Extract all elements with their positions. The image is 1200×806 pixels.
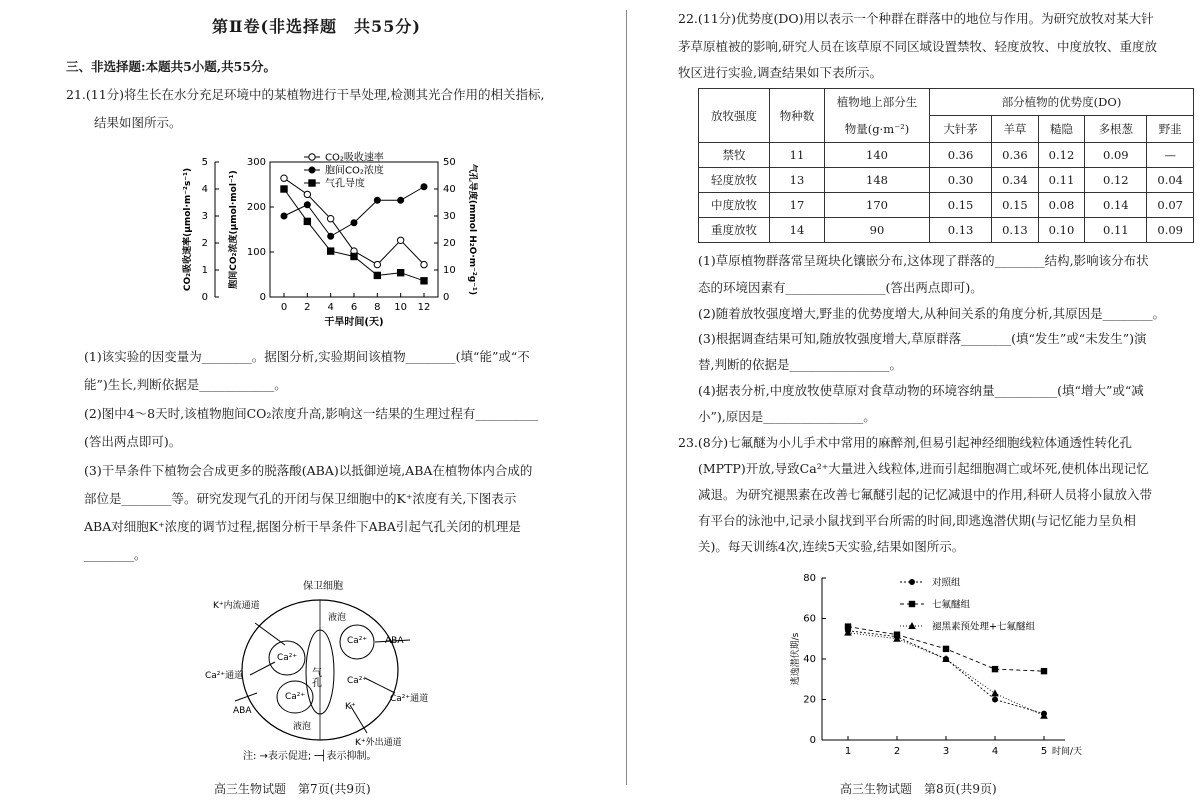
label-vacuole-top: 液泡 xyxy=(328,613,347,623)
th-biomass-2: 物量(g·m⁻²) xyxy=(825,116,930,143)
x-tick-label: 8 xyxy=(374,302,381,313)
data-point xyxy=(327,216,333,222)
label-k-in: K⁺内流通道 xyxy=(213,601,260,611)
left-tick-label: 4 xyxy=(201,184,208,195)
legend-label: CO₂吸收速率 xyxy=(325,152,384,164)
cell: 148 xyxy=(825,168,930,193)
data-point xyxy=(351,220,357,226)
mid-tick-label: 200 xyxy=(246,202,266,213)
cell: 禁牧 xyxy=(699,143,770,168)
q23-line3: 减退。为研究褪黑素在改善七氟醚引起的记忆减退中的作用,科研人员将小鼠放入带 xyxy=(698,487,1152,502)
x-axis-label: 时间/天 xyxy=(1052,747,1083,757)
data-point xyxy=(421,261,427,267)
data-point xyxy=(281,186,287,192)
data-point xyxy=(304,191,310,197)
x-tick-label: 2 xyxy=(893,746,901,757)
label-aba-left: ABA xyxy=(233,706,252,716)
data-point xyxy=(281,175,287,181)
cell: 0.11 xyxy=(1085,218,1147,243)
cell: 0.10 xyxy=(1038,218,1085,243)
label-ca-1: Ca²⁺ xyxy=(277,653,298,663)
y-tick-label: 20 xyxy=(803,694,816,706)
data-point xyxy=(992,697,998,703)
y-axis-label: 逃逸潜伏期/s xyxy=(791,632,801,686)
q21-line2: 结果如图所示。 xyxy=(94,115,182,130)
y-axis-label-mid: 胞间CO₂浓度(μmol·mol⁻¹) xyxy=(229,170,239,289)
data-point xyxy=(398,197,404,203)
cell: 0.15 xyxy=(992,193,1039,218)
footer-left: 高三生物试题 第7页(共9页) xyxy=(214,782,371,796)
label-ca-3: Ca²⁺ xyxy=(285,692,306,702)
label-ca-channel-left: Ca²⁺通道 xyxy=(205,671,244,681)
q23-line4: 有平台的泳池中,记录小鼠找到平台所需的时间,即逃逸潜伏期(与记忆能力呈负相 xyxy=(698,513,1136,528)
x-tick-label: 10 xyxy=(394,302,408,313)
q22-p3a: (3)根据调查结果可知,随放牧强度增大,草原群落________(填“发生”或“未发生”)演 xyxy=(698,331,1147,346)
cell: 0.07 xyxy=(1147,193,1194,218)
label-aba-right: ABA xyxy=(385,636,404,646)
q22-p3b: 替,判断的依据是________________。 xyxy=(698,357,902,372)
right-tick-label: 40 xyxy=(443,184,456,195)
cell: 0.13 xyxy=(930,218,992,243)
cell: 90 xyxy=(825,218,930,243)
table-row xyxy=(699,193,1194,218)
label-k-out: K⁺外出通道 xyxy=(355,738,402,748)
legend-label: 胞间CO₂浓度 xyxy=(325,165,384,177)
chart-drought xyxy=(180,145,480,340)
diagram-title: 保卫细胞 xyxy=(303,581,343,592)
th-biomass-1: 植物地上部分生 xyxy=(825,89,930,116)
x-axis-label: 干旱时间(天) xyxy=(324,317,384,328)
q22-line2: 茅草原植被的影响,研究人员在该草原不同区域设置禁牧、轻度放牧、中度放牧、重度放 xyxy=(678,39,1157,54)
label-k-plus: K⁺ xyxy=(345,702,356,712)
q22-line3: 牧区进行实验,调查结果如下表所示。 xyxy=(678,65,882,80)
q22-p1a: (1)草原植物群落常呈斑块化镶嵌分布,这体现了群落的________结构,影响该分布状 xyxy=(698,253,1149,268)
left-tick-label: 1 xyxy=(201,265,208,276)
y-tick-label: 0 xyxy=(809,735,816,746)
y-tick-label: 60 xyxy=(803,613,816,625)
x-tick-label: 4 xyxy=(327,302,334,313)
cell: 14 xyxy=(770,218,825,243)
cell: 0.09 xyxy=(1085,143,1147,168)
x-tick-label: 1 xyxy=(844,746,852,757)
x-tick-label: 3 xyxy=(942,746,950,757)
y-axis-label-right: 气孔导度(mmol H₂O·m⁻²g⁻¹) xyxy=(467,163,477,296)
data-point xyxy=(374,261,380,267)
data-point xyxy=(374,272,380,278)
q21-p3c: ABA对细胞K⁺浓度的调节过程,据图分析干旱条件下ABA引起气孔关闭的机理是 xyxy=(84,519,521,534)
right-tick-label: 10 xyxy=(443,265,456,276)
legend-marker xyxy=(309,180,315,186)
legend-label: 气孔导度 xyxy=(325,178,365,190)
x-tick-label: 2 xyxy=(304,302,311,313)
label-ca-channel-right: Ca²⁺通道 xyxy=(390,694,429,704)
q21-p2b: (答出两点即可)。 xyxy=(84,434,182,449)
legend-marker xyxy=(309,154,315,160)
q23-line5: 关)。每天训练4次,连续5天实验,结果如图所示。 xyxy=(698,539,965,554)
label-pore: 气孔 xyxy=(309,667,321,687)
data-point xyxy=(281,213,287,219)
y-tick-label: 80 xyxy=(803,573,816,584)
q22-p2: (2)随着放牧强度增大,野韭的优势度增大,从种间关系的角度分析,其原因是________。 xyxy=(698,306,1166,321)
cell: 0.34 xyxy=(992,168,1039,193)
q22-line1: 22.(11分)优势度(DO)用以表示一个种群在群落中的地位与作用。为研究放牧对某大针 xyxy=(678,11,1154,26)
left-tick-label: 0 xyxy=(201,292,208,303)
x-tick-label: 12 xyxy=(417,302,431,313)
data-point xyxy=(421,278,427,284)
th-plant-4: 多根葱 xyxy=(1085,116,1147,143)
legend-label: 七氟醚组 xyxy=(932,599,971,611)
right-tick-label: 20 xyxy=(443,238,456,249)
label-ca-4: Ca²⁺ xyxy=(347,676,368,686)
data-point xyxy=(304,218,310,224)
th-do: 部分植物的优势度(DO) xyxy=(930,89,1194,116)
table-row xyxy=(699,218,1194,243)
th-species: 物种数 xyxy=(770,89,825,143)
section-title: 第Ⅱ卷(非选择题 共55分) xyxy=(212,17,421,36)
data-point xyxy=(397,237,403,243)
series-line-3 xyxy=(848,633,1044,716)
data-point xyxy=(397,270,403,276)
right-tick-label: 0 xyxy=(443,292,450,303)
right-tick-label: 30 xyxy=(443,211,456,222)
cell: 重度放牧 xyxy=(699,218,770,243)
cell: 170 xyxy=(825,193,930,218)
x-tick-label: 5 xyxy=(1040,746,1048,757)
q21-p3a: (3)干旱条件下植物会合成更多的脱落酸(ABA)以抵御逆境,ABA在植物体内合成的 xyxy=(84,463,533,478)
q22-p4b: 小”),原因是________________。 xyxy=(698,409,876,424)
table-row xyxy=(699,168,1194,193)
data-point xyxy=(351,253,357,259)
cell: 0.04 xyxy=(1147,168,1194,193)
cell: 0.12 xyxy=(1085,168,1147,193)
cell: 17 xyxy=(770,193,825,218)
q23-line1: 23.(8分)七氟醚为小儿手术中常用的麻醉剂,但易引起神经细胞线粒体通透性转化孔 xyxy=(678,435,1133,450)
th-plant-2: 羊草 xyxy=(992,116,1039,143)
data-point xyxy=(327,248,333,254)
guard-cell-diagram xyxy=(195,575,455,765)
y-tick-label: 40 xyxy=(803,654,816,665)
cell: 中度放牧 xyxy=(699,193,770,218)
cell: 0.13 xyxy=(992,218,1039,243)
legend-marker xyxy=(309,167,315,173)
data-point xyxy=(421,184,427,190)
table-row xyxy=(699,143,1194,168)
data-point xyxy=(1041,668,1047,674)
data-point xyxy=(991,689,999,696)
data-point xyxy=(328,233,334,239)
cell: 0.15 xyxy=(930,193,992,218)
left-tick-label: 3 xyxy=(201,211,208,222)
legend-label: 对照组 xyxy=(932,577,961,589)
diagram-note: 注: →表示促进; ─┤表示抑制。 xyxy=(243,751,377,762)
legend-marker xyxy=(909,579,915,585)
cell: 13 xyxy=(770,168,825,193)
cell: — xyxy=(1147,143,1194,168)
data-point xyxy=(374,197,380,203)
q22-p1b: 态的环境因素有________________(答出两点即可)。 xyxy=(698,280,983,295)
q21-p3b: 部位是________等。研究发现气孔的开闭与保卫细胞中的K⁺浓度有关,下图表示 xyxy=(84,491,517,506)
cell: 0.30 xyxy=(930,168,992,193)
right-tick-label: 50 xyxy=(443,157,456,168)
x-tick-label: 0 xyxy=(280,302,288,313)
chart-latency xyxy=(780,570,1110,765)
label-ca-2: Ca²⁺ xyxy=(347,636,368,646)
cell: 0.09 xyxy=(1147,218,1194,243)
q22-p4a: (4)据表分析,中度放牧使草原对食草动物的环境容纳量__________(填“增大”或“减 xyxy=(698,383,1144,398)
legend-marker xyxy=(909,601,915,607)
cell: 轻度放牧 xyxy=(699,168,770,193)
th-plant-1: 大针茅 xyxy=(930,116,992,143)
grazing-table xyxy=(698,88,1194,243)
th-intensity: 放牧强度 xyxy=(699,89,770,143)
footer-right: 高三生物试题 第8页(共9页) xyxy=(840,782,997,796)
q21-line1: 21.(11分)将生长在水分充足环境中的某植物进行干旱处理,检测其光合作用的相关指标, xyxy=(66,87,545,102)
x-tick-label: 4 xyxy=(991,746,999,757)
data-point xyxy=(992,666,998,672)
cell: 140 xyxy=(825,143,930,168)
q21-p3d: ________。 xyxy=(84,547,147,562)
x-tick-label: 6 xyxy=(350,302,358,313)
mid-tick-label: 0 xyxy=(259,292,266,303)
cell: 0.36 xyxy=(992,143,1039,168)
legend-label: 褪黑素预处理+七氟醚组 xyxy=(932,621,1035,633)
mid-tick-label: 100 xyxy=(246,247,266,258)
section-heading: 三、非选择题:本题共5小题,共55分。 xyxy=(66,59,277,74)
cell: 0.14 xyxy=(1085,193,1147,218)
cell: 0.12 xyxy=(1038,143,1085,168)
page-divider xyxy=(626,10,627,785)
data-point xyxy=(304,202,310,208)
data-point xyxy=(943,646,949,652)
left-tick-label: 5 xyxy=(201,157,208,168)
right-page xyxy=(640,0,1200,806)
q23-line2: (MPTP)开放,导致Ca²⁺大量进入线粒体,进而引起细胞凋亡或坏死,使机体出现记忆 xyxy=(698,461,1149,476)
series-line-1 xyxy=(848,631,1044,714)
q21-p1a: (1)该实验的因变量为________。据图分析,实验期间该植物________(填“能”或“不 xyxy=(84,349,530,364)
left-tick-label: 2 xyxy=(201,238,208,249)
cell: 0.36 xyxy=(930,143,992,168)
th-plant-3: 糙隐 xyxy=(1038,116,1085,143)
cell: 11 xyxy=(770,143,825,168)
mid-tick-label: 300 xyxy=(246,157,266,168)
th-plant-5: 野韭 xyxy=(1147,116,1194,143)
cell: 0.11 xyxy=(1038,168,1085,193)
cell: 0.08 xyxy=(1038,193,1085,218)
q21-p1b: 能”)生长,判断依据是____________。 xyxy=(84,377,287,392)
label-vacuole-bottom: 液泡 xyxy=(293,722,312,732)
y-axis-label-left: CO₂吸收速率(μmol·m⁻²s⁻¹) xyxy=(183,167,193,292)
q21-p2a: (2)图中4～8天时,该植物胞间CO₂浓度升高,影响这一结果的生理过程有__________ xyxy=(84,406,538,421)
